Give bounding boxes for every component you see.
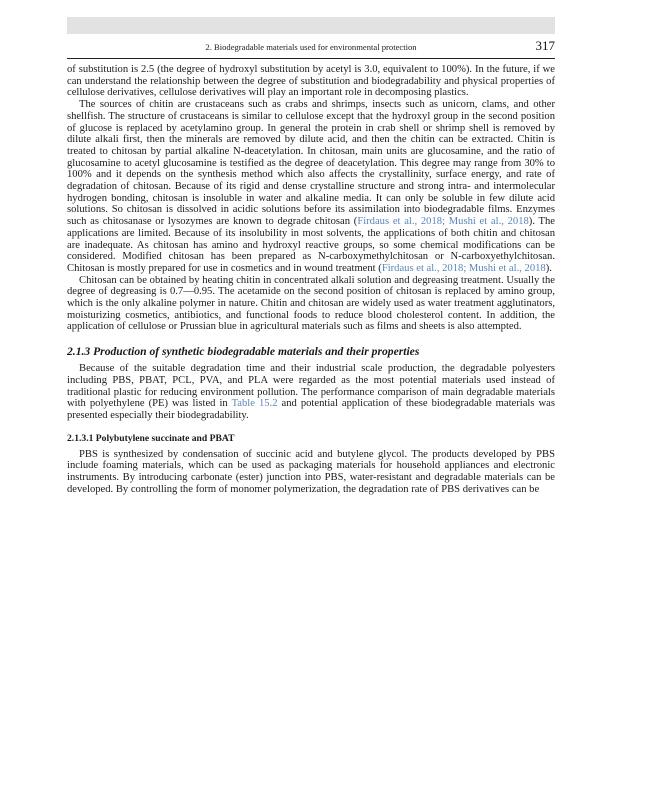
subsection-number: 2.1.3.1 xyxy=(67,432,94,444)
header-band xyxy=(67,17,555,34)
header-rule xyxy=(67,58,555,59)
paragraph-text: Because of the suitable degradation time and their industrial scale production, the degradable polyesters including PBS, PBAT, PCL, PVA, and PLA were regarded as the most potential materials used instead of traditional plastic for reducing environment pollution. The performance comparison of main degradable materials with polyethylene (PE) was listed in xyxy=(67,363,555,410)
running-head xyxy=(67,38,555,56)
paragraph-chitin-sources xyxy=(67,99,555,275)
paragraph-pbs-synthesis: PBS is synthesized by condensation of succinic acid and butylene glycol. The products developed by PBS include foaming materials, which can be used as packaging materials for household appliances and electronic instruments. By introducing carbonate (ester) junction into PBS, water-resistant and degradable materials can be developed. By controlling the form of monomer polymerization, the degradation rate of PBS derivatives can be xyxy=(67,448,555,495)
section-number: 2.1.3 xyxy=(67,345,91,359)
section-title: Production of synthetic biodegradable materials and their properties xyxy=(93,345,420,359)
paragraph-text: and potential application of these biodegradable materials was presented especially their biodegradability. xyxy=(67,398,555,421)
running-title: 2. Biodegradable materials used for environmental protection xyxy=(205,42,417,52)
citation-link[interactable]: Firdaus et al., 2018; Mushi et al., 2018 xyxy=(381,262,546,274)
page-number: 317 xyxy=(535,38,555,53)
paragraph-chitosan-production: Chitosan can be obtained by heating chitin in concentrated alkali solution and degreasing treatment. Usually the degree of degreasing is 0.7—0.95. The acetamide on the second position of chitosan is replaced by amino group, which is the only alkaline polymer in nature. Chitin and chitosan are widely used as water treatment agglutinators, moisturizing cosmetics, antibiotics, and functional foods to reduce blood cholesterol content. In addition, the application of cellulose or Prussian blue in agricultural materials such as films and sheets is also attempted. xyxy=(67,274,555,333)
paragraph-text: ). The applications are limited. Because of its insolubility in most solvents, the applications of both chitin and chitosan are inadequate. As chitosan has amino and hydroxyl reactive groups, so some chemical modifications can be considered. Modified chitosan has been prepared as N-carboxymethylchitosan or N-carboxyethylchitosan. Chitosan is mostly prepared for use in cosmetics and in wound treatment ( xyxy=(67,216,555,274)
paragraph-text: ). xyxy=(545,262,552,274)
subsection-heading xyxy=(67,433,555,445)
citation-link[interactable]: Firdaus et al., 2018; Mushi et al., 2018 xyxy=(357,216,529,228)
paragraph-degradable-polyesters xyxy=(67,363,555,422)
paragraph-cellulose-substitution: of substitution is 2.5 (the degree of hydroxyl substitution by acetyl is 3.0, equivalent to 100%). In the future, if we can understand the relationship between the degree of substitution and biodegradability and physical properties of cellulose derivatives, cellulose derivatives will play an important role in decomposing plastics. xyxy=(67,64,555,99)
page-body xyxy=(67,64,555,496)
paragraph-text: The sources of chitin are crustaceans such as crabs and shrimps, insects such as unicorn, clams, and other shellfish. The structure of crustaceans is similar to cellulose except that the hydroxyl group in the second position of glucose is replaced by acetylamino group. In general the protein in crab shell or shrimp shell is removed by dilute alkali first, then the minerals are removed by dilute acid, and then the chitin can be extracted. Chitin is treated to chitosan by partial alkaline N-deacetylation. In chitosan, main units are glucosamine, and the ratio of glucosamine to acetyl glucosamine is testified as the degree of deacetylation. This degree may range from 30% to 100% and it depends on the synthesis method which also affects the crystallinity, surface energy, and rate of degradation of chitosan. Because of its rigid and dense crystalline structure and strong intra- and intermolecular hydrogen bonding, chitosan is insoluble in water and alkaline media. It can only be soluble in few dilute acid solutions. So chitosan is dissolved in acidic solutions before its assimilation into biodegradable films. Enzymes such as chitosanase or lysozymes are known to degrade chitosan ( xyxy=(67,99,555,228)
table-reference-link[interactable]: Table 15.2 xyxy=(231,398,278,410)
section-heading xyxy=(67,345,555,358)
subsection-title: Polybutylene succinate and PBAT xyxy=(95,432,235,444)
